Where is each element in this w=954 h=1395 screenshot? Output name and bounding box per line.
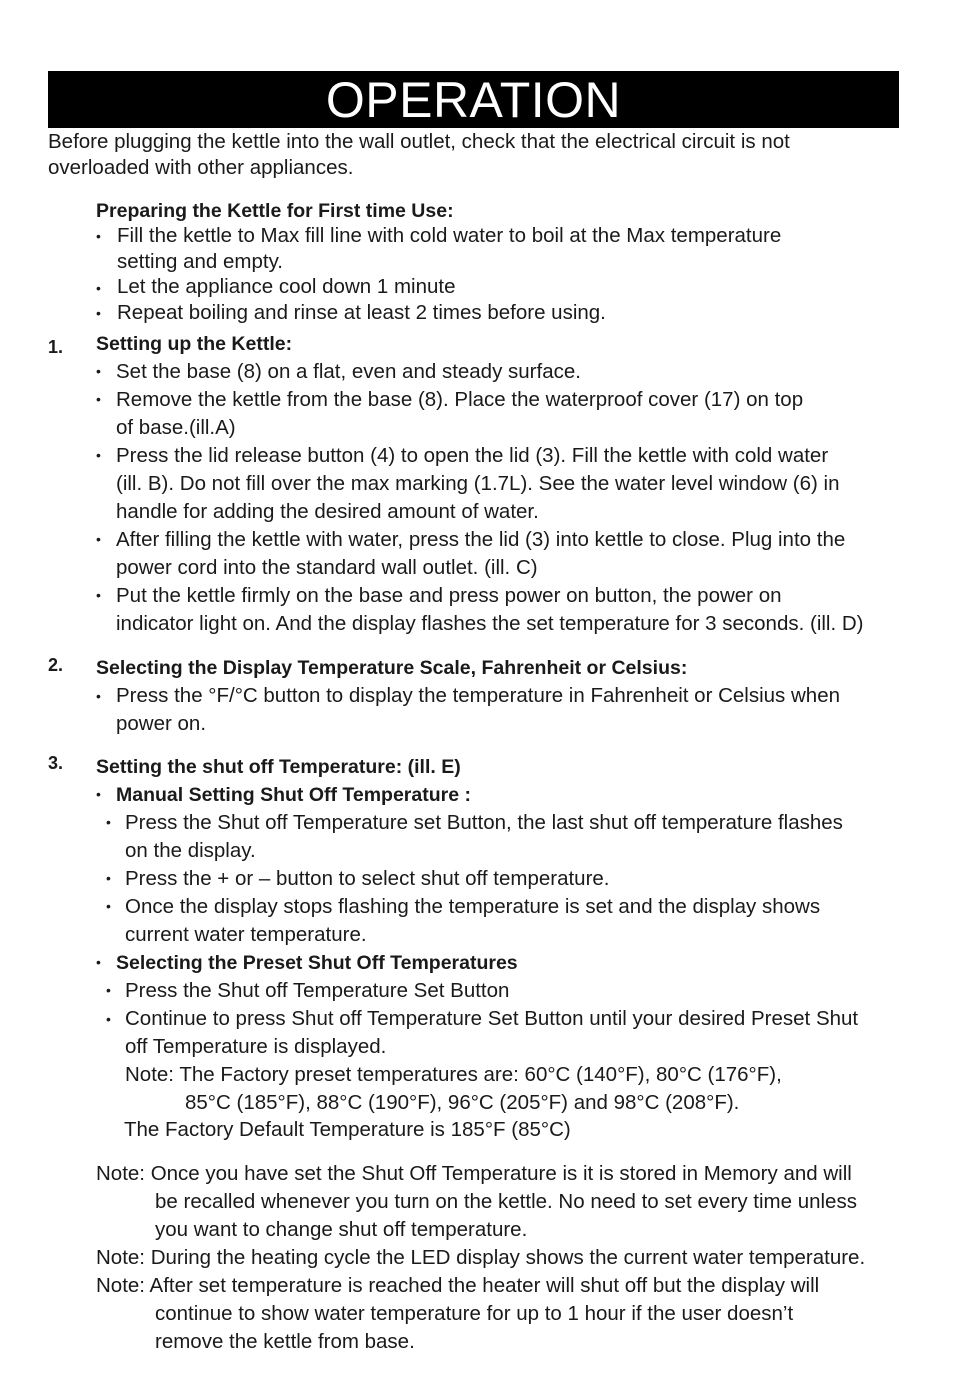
- list-item: Press the + or – button to select shut off temperature.: [125, 867, 610, 890]
- bullet-icon: •: [96, 391, 101, 407]
- bullet-icon: •: [96, 447, 101, 463]
- section-heading: Selecting the Display Temperature Scale, Fahrenheit or Celsius:: [96, 657, 688, 679]
- list-item: current water temperature.: [125, 923, 367, 946]
- list-item: of base.(ill.A): [116, 416, 236, 439]
- list-item: power on.: [116, 712, 207, 735]
- list-item: Put the kettle firmly on the base and press power on button, the power on: [116, 584, 782, 607]
- list-item: handle for adding the desired amount of water.: [116, 500, 539, 523]
- bullet-icon: •: [106, 870, 111, 886]
- list-item: Press the °F/°C button to display the temperature in Fahrenheit or Celsius when: [116, 684, 841, 707]
- note-line: remove the kettle from base.: [155, 1330, 415, 1353]
- bullet-icon: •: [96, 954, 101, 970]
- note-line: continue to show water temperature for up to 1 hour if the user doesn’t: [155, 1302, 794, 1325]
- note-line: you want to change shut off temperature.: [155, 1218, 528, 1241]
- list-item: Press the Shut off Temperature set Button, the last shut off temperature flashes: [125, 811, 843, 834]
- section-heading: Setting up the Kettle:: [96, 333, 293, 355]
- bullet-icon: •: [106, 982, 111, 998]
- bullet-icon: •: [96, 363, 101, 379]
- note-line: be recalled whenever you turn on the kettle. No need to set every time unless: [155, 1190, 857, 1213]
- list-item: off Temperature is displayed.: [125, 1035, 387, 1058]
- bullet-icon: •: [96, 531, 101, 547]
- bullet-icon: •: [106, 814, 111, 830]
- preset-note: Note: The Factory preset temperatures are: 60°C (140°F), 80°C (176°F),: [125, 1063, 782, 1086]
- bullet-icon: •: [96, 786, 101, 802]
- title-bar: [48, 71, 899, 128]
- bullet-icon: •: [96, 688, 101, 704]
- list-item: power cord into the standard wall outlet. (ill. C): [116, 556, 538, 579]
- section-number: 1.: [48, 337, 64, 357]
- intro-line: Before plugging the kettle into the wall outlet, check that the electrical circuit is not: [48, 130, 790, 153]
- section-number: 2.: [48, 655, 64, 675]
- bullet-icon: •: [96, 587, 101, 603]
- preset-note: 85°C (185°F), 88°C (190°F), 96°C (205°F) and 98°C (208°F).: [185, 1091, 740, 1114]
- list-item: After filling the kettle with water, press the lid (3) into kettle to close. Plug into the: [116, 528, 846, 551]
- list-item: Continue to press Shut off Temperature Set Button until your desired Preset Shut: [125, 1007, 859, 1030]
- default-temperature: The Factory Default Temperature is 185°F (85°C): [124, 1118, 571, 1141]
- bullet-icon: •: [96, 305, 101, 321]
- section-heading: Setting the shut off Temperature: (ill. E): [96, 756, 461, 778]
- list-item: Press the Shut off Temperature Set Button: [125, 979, 510, 1002]
- note-line: Note: During the heating cycle the LED display shows the current water temperature.: [96, 1246, 866, 1269]
- bullet-icon: •: [106, 1011, 111, 1027]
- section-number: 3.: [48, 753, 64, 773]
- note-line: Note: Once you have set the Shut Off Temperature is it is stored in Memory and will: [96, 1162, 852, 1185]
- list-item: Fill the kettle to Max fill line with cold water to boil at the Max temperature: [117, 224, 782, 247]
- subsection-heading: Selecting the Preset Shut Off Temperatures: [116, 952, 518, 974]
- page-title: OPERATION: [325, 71, 622, 128]
- list-item: indicator light on. And the display flashes the set temperature for 3 seconds. (ill. D): [116, 612, 864, 635]
- bullet-icon: •: [96, 280, 101, 296]
- list-item: Let the appliance cool down 1 minute: [117, 275, 456, 298]
- note-line: Note: After set temperature is reached the heater will shut off but the display will: [96, 1274, 820, 1297]
- intro-line: overloaded with other appliances.: [48, 156, 354, 179]
- list-item: Set the base (8) on a flat, even and steady surface.: [116, 360, 581, 383]
- bullet-icon: •: [106, 898, 111, 914]
- list-item: Repeat boiling and rinse at least 2 times before using.: [117, 301, 606, 324]
- bullet-icon: •: [96, 228, 101, 244]
- prep-heading: Preparing the Kettle for First time Use:: [96, 200, 454, 222]
- subsection-heading: Manual Setting Shut Off Temperature :: [116, 784, 471, 806]
- list-item: Press the lid release button (4) to open the lid (3). Fill the kettle with cold water: [116, 444, 829, 467]
- list-item: on the display.: [125, 839, 256, 862]
- list-item: Once the display stops flashing the temperature is set and the display shows: [125, 895, 821, 918]
- list-item: (ill. B). Do not fill over the max marking (1.7L). See the water level window (6) in: [116, 472, 840, 495]
- list-item: Remove the kettle from the base (8). Place the waterproof cover (17) on top: [116, 388, 804, 411]
- list-item: setting and empty.: [117, 250, 283, 273]
